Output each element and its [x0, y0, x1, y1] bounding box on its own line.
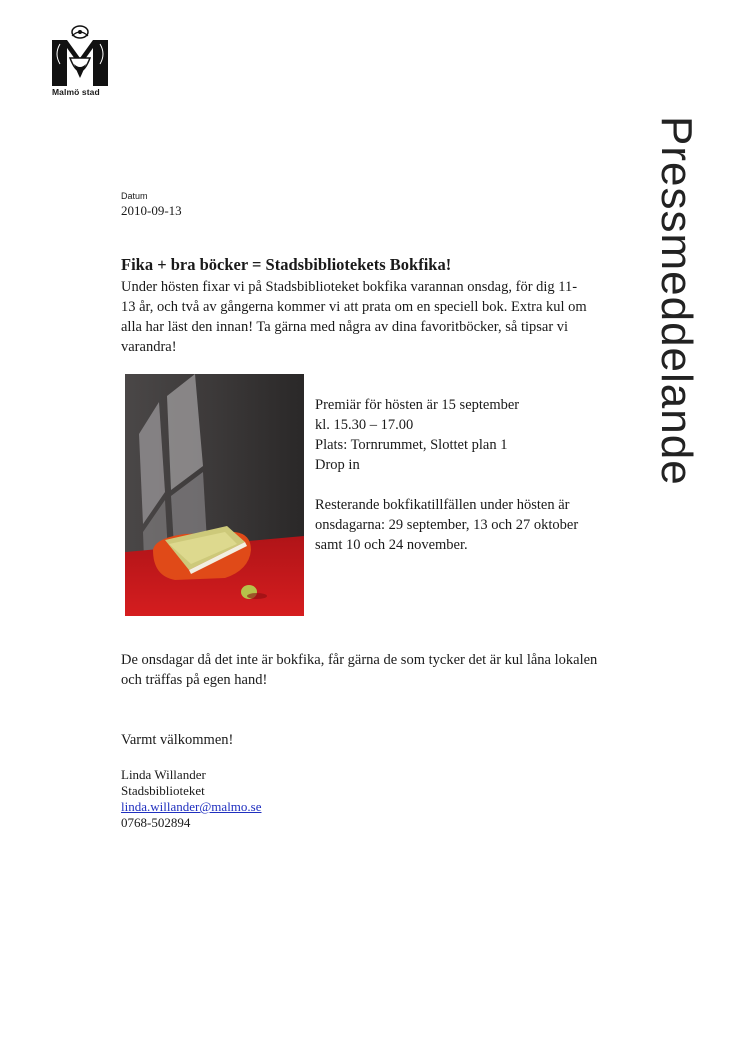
- intro-paragraph: Under hösten fixar vi på Stadsbiblioteket bokfika varannan onsdag, för dig 11- 13 år, och två av gångerna kommer vi att prata om en speciell bok. Extra kul om alla har läst den innan! Ta gärna med några av dina favoritböcker, så tipsar vi varandra!: [121, 279, 587, 355]
- contact-name: Linda Willander: [121, 767, 206, 782]
- city-name: Malmö stad: [52, 87, 100, 97]
- event-info: [315, 395, 595, 555]
- logo: [52, 24, 110, 97]
- headline: Fika + bra böcker = Stadsbibliotekets Bokfika!: [121, 255, 452, 274]
- place-line: Plats: Tornrummet, Slottet plan 1: [315, 437, 508, 453]
- date-value: 2010-09-13: [121, 203, 182, 218]
- time-line: kl. 15.30 – 17.00: [315, 417, 414, 433]
- welcome-text: Varmt välkommen!: [121, 732, 234, 748]
- contact-email-link[interactable]: linda.willander@malmo.se: [121, 799, 262, 814]
- press-release-label: Pressmeddelande: [652, 116, 701, 486]
- signature: [121, 767, 262, 831]
- date-label: Datum: [121, 191, 148, 201]
- premiere-line: Premiär för hösten är 15 september: [315, 397, 520, 413]
- paragraph-2: De onsdagar då det inte är bokfika, får gärna de som tycker det är kul låna lokalen och träffas på egen hand!: [121, 652, 598, 688]
- malmo-coat-of-arms-icon: [52, 24, 108, 86]
- drop-in-line: Drop in: [315, 457, 360, 473]
- remaining-dates: Resterande bokfikatillfällen under hösten är onsdagarna: 29 september, 13 och 27 oktober samt 10 och 24 november.: [315, 497, 579, 553]
- contact-phone: 0768-502894: [121, 815, 191, 830]
- contact-organization: Stadsbiblioteket: [121, 783, 205, 798]
- book-photo: [125, 374, 304, 616]
